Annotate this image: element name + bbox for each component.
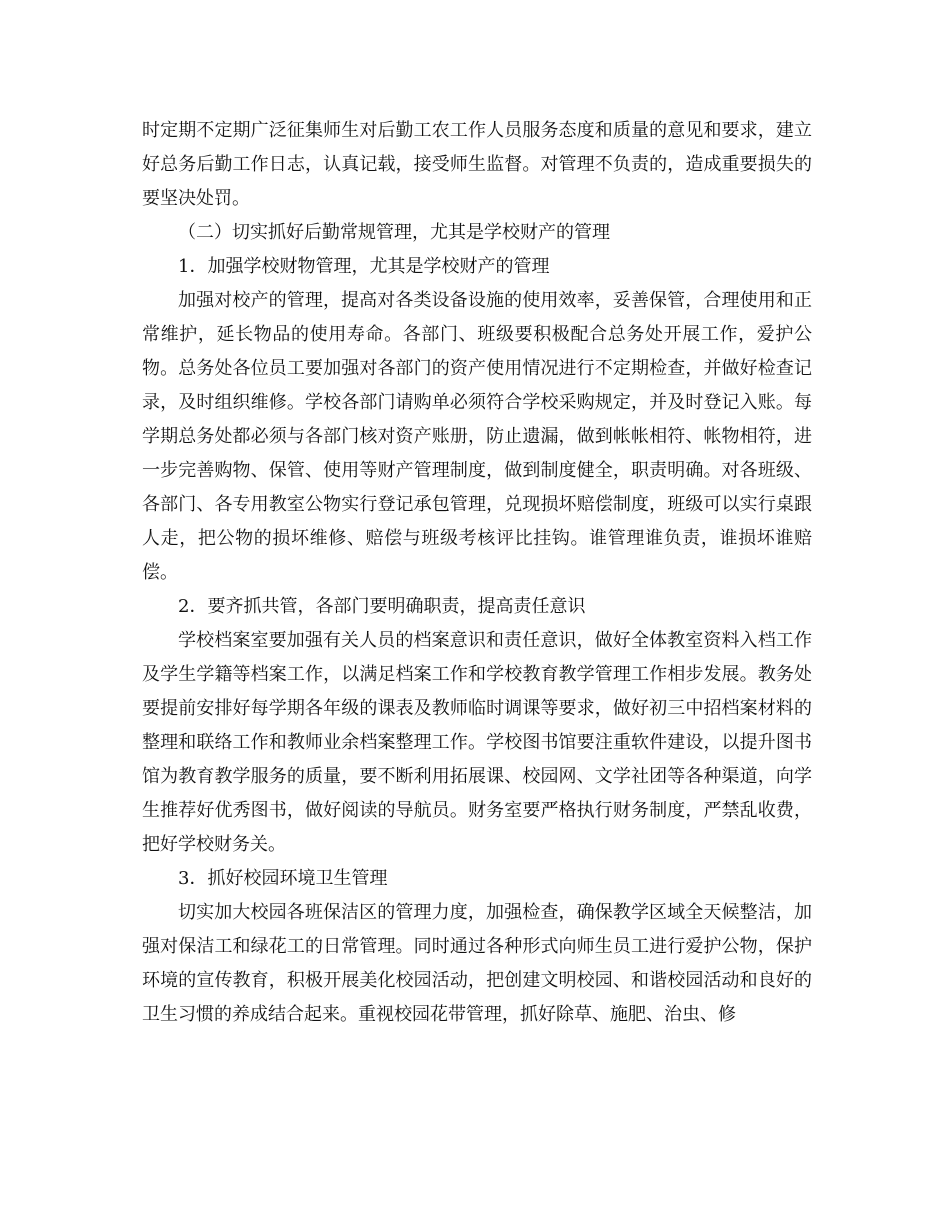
subheading-1: 1．加强学校财物管理，尤其是学校财产的管理 (178, 256, 550, 277)
section-heading-2: （二）切实抓好后勤常规管理，尤其是学校财产的管理 (178, 222, 610, 243)
document-body (142, 114, 812, 1032)
paragraph-continuation: 时定期不定期广泛征集师生对后勤工农工作人员服务态度和质量的意见和要求，建立好总务后勤工作日志，认真记载，接受师生监督。对管理不负责的，造成重要损失的要坚决处罚。 (142, 120, 812, 209)
paragraph-hygiene: 切实加大校园各班保洁区的管理力度，加强检查，确保教学区域全天候整洁，加强对保洁工和绿花工的日常管理。同时通过各种形式向师生员工进行爱护公物，保护环境的宣传教育，积极开展美化校园活动，把创建文明校园、和谐校园活动和良好的卫生习惯的养成结合起来。重视校园花带管理，抓好除草、施肥、治虫、修 (142, 902, 812, 1025)
subheading-2: 2．要齐抓共管，各部门要明确职责，提高责任意识 (178, 596, 586, 617)
paragraph-archives: 学校档案室要加强有关人员的档案意识和责任意识，做好全体教室资料入档工作及学生学籍等档案工作，以满足档案工作和学校教育教学管理工作相步发展。教务处要提前安排好每学期各年级的课表及教师临时调课等要求，做好初三中招档案材料的整理和联络工作和教师业余档案整理工作。学校图书馆要注重软件建设，以提升图书馆为教育教学服务的质量，要不断利用拓展课、校园网、文学社团等各种渠道，向学生推荐好优秀图书，做好阅读的导航员。财务室要严格执行财务制度，严禁乱收费，把好学校财务关。 (142, 630, 812, 855)
paragraph-asset-management: 加强对校产的管理，提高对各类设备设施的使用效率，妥善保管，合理使用和正常维护，延长物品的使用寿命。各部门、班级要积极配合总务处开展工作，爱护公物。总务处各位员工要加强对各部门的资产使用情况进行不定期检查，并做好检查记录，及时组织维修。学校各部门请购单必须符合学校采购规定，并及时登记入账。每学期总务处都必须与各部门核对资产账册，防止遗漏，做到帐帐相符、帐物相符，进一步完善购物、保管、使用等财产管理制度，做到制度健全，职责明确。对各班级、各部门、各专用教室公物实行登记承包管理，兑现损坏赔偿制度，班级可以实行桌跟人走，把公物的损坏维修、赔偿与班级考核评比挂钩。谁管理谁负责，谁损坏谁赔偿。 (142, 290, 812, 583)
subheading-3: 3．抓好校园环境卫生管理 (178, 868, 388, 889)
